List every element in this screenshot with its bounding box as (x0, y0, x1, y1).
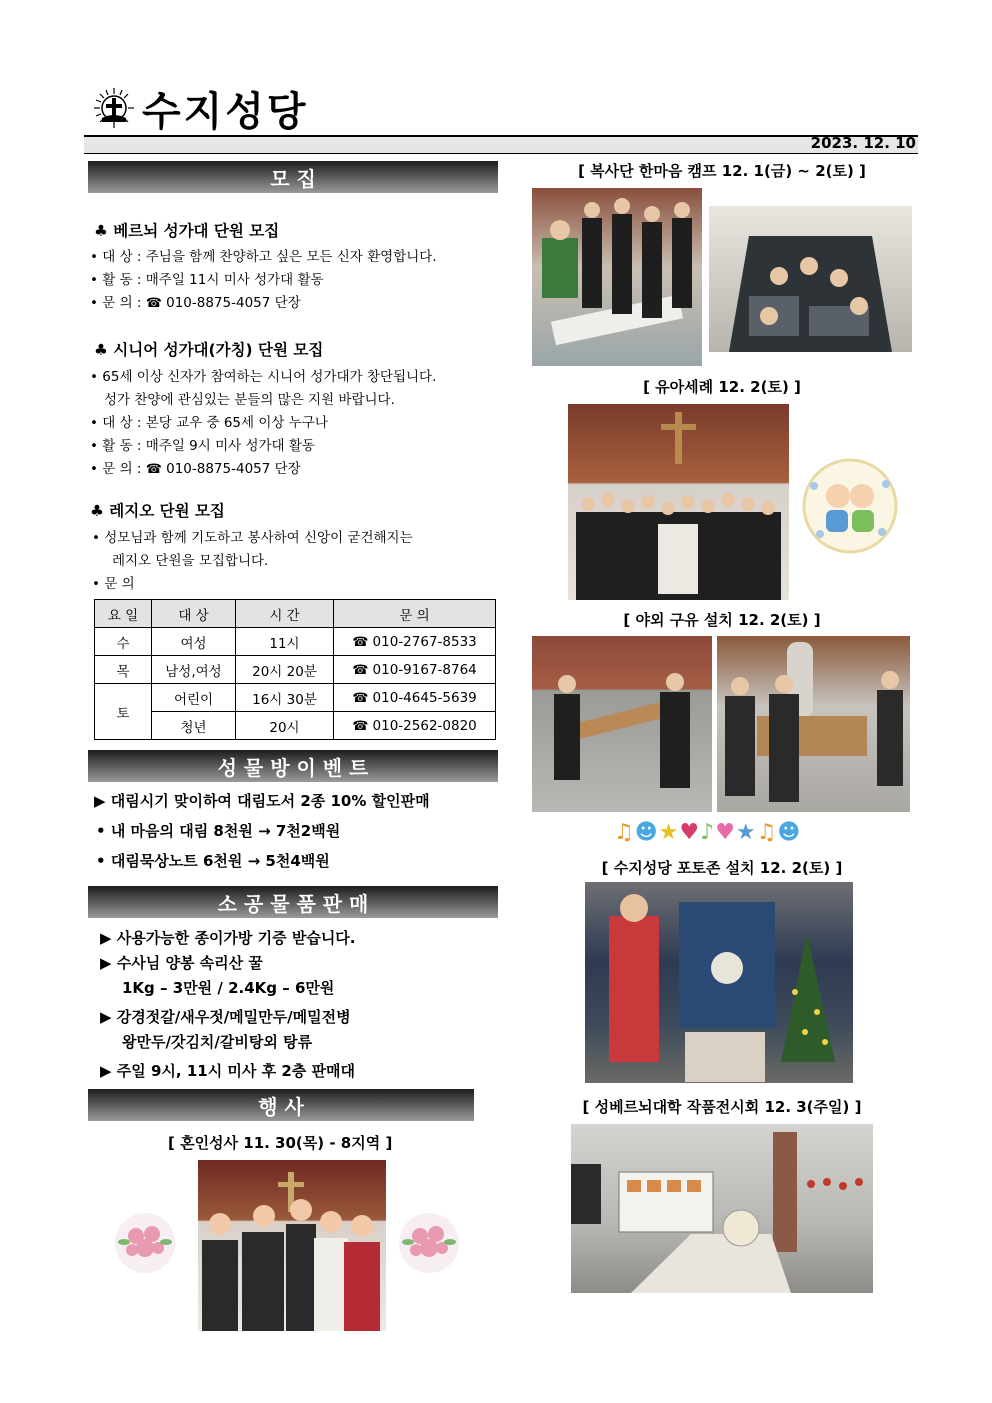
church-cross-icon (92, 86, 136, 130)
crib-install-photo-2 (717, 636, 910, 812)
wedding-photo (198, 1160, 386, 1331)
music-note-icon: ♫ (756, 820, 778, 845)
smile-icon: ☻ (777, 820, 802, 845)
masthead (92, 80, 309, 136)
legio-schedule-table (94, 599, 496, 740)
sale-list: ▶ 사용가능한 종이가방 기증 받습니다. ▶ 수사님 양봉 속리산 꿀 1Kg – 3만원 / 2.4Kg – 6만원 ▶ 강경젓갈/새우젓/메밀만두/메밀전병 왕만두/갓김치/갈비탕외 탕류 ▶ 주일 9시, 11시 미사 후 2층 판매대 (100, 929, 356, 1080)
table-row: 수 여성 11시 ☎ 010-2767-8533 (95, 628, 496, 656)
table-row: 청년 20시 ☎ 010-2562-0820 (95, 712, 496, 740)
shop-event-list: ▶ 대림시기 맞이하여 대림도서 2종 10% 할인판매 • 내 마음의 대림 8천원 → 7천2백원 • 대림묵상노트 6천원 → 5천4백원 (94, 792, 430, 870)
exhibit-caption: [ 성베르뇌대학 작품전시회 12. 3(주일) ] (582, 1098, 862, 1116)
baptism-photo (568, 404, 789, 600)
events-bar: 행 사 (88, 1089, 474, 1121)
parish-title: 수지성당 (142, 88, 309, 135)
decorative-emoji-row (614, 818, 801, 848)
section-title: ♣ 레지오 단원 모집 (90, 502, 225, 520)
baptism-illustration (800, 456, 900, 556)
flower-bouquet-icon (396, 1210, 462, 1276)
stove-caption: [ 야외 구유 설치 12. 2(토) ] (623, 611, 821, 629)
section-title: ♣ 베르뇌 성가대 단원 모집 (94, 222, 280, 240)
recruit-legio-lines: • 성모님과 함께 기도하고 봉사하여 신앙이 굳건해지는 레지오 단원을 모집합니다. • 문 의 (92, 530, 413, 592)
section-title: ♣ 시니어 성가대(가칭) 단원 모집 (94, 341, 324, 359)
music-note-icon: ♪ (700, 820, 716, 845)
star-icon: ★ (735, 820, 757, 845)
photozone-photo (585, 882, 853, 1083)
music-note-icon: ♫ (614, 820, 635, 845)
crib-install-photo-1 (532, 636, 712, 812)
header-rule (84, 135, 918, 154)
shop-event-bar: 성 물 방 이 벤 트 (88, 750, 498, 782)
club-icon: ♣ (94, 341, 114, 359)
recruit-bar: 모 집 (88, 161, 498, 193)
heart-icon: ♥ (715, 820, 736, 845)
issue-date: 2023. 12. 10 (810, 134, 916, 152)
club-icon: ♣ (94, 222, 114, 240)
recruit-choir-lines: • 대 상 : 주님을 함께 찬양하고 싶은 모든 신자 환영합니다. • 활 동 : 매주일 11시 미사 성가대 활동 • 문 의 : ☎ 010-8875-4057 단장 (90, 246, 437, 315)
photozone-caption: [ 수지성당 포토존 설치 12. 2(토) ] (601, 859, 843, 877)
flower-bouquet-icon (112, 1210, 178, 1276)
exhibit-photo (571, 1124, 873, 1293)
star-icon: ★ (658, 820, 680, 845)
camp-photo-2 (709, 206, 912, 352)
smile-icon: ☻ (634, 820, 659, 845)
camp-caption: [ 복사단 한마음 캠프 12. 1(금) ~ 2(토) ] (578, 162, 866, 180)
heart-icon: ♥ (679, 820, 701, 845)
phone-icon-text: ☎ 010-8875-4057 단장 (146, 295, 301, 311)
table-row: 토 어린이 16시 30분 ☎ 010-4645-5639 (95, 684, 496, 712)
club-icon: ♣ (90, 502, 110, 520)
camp-photo-1 (532, 188, 702, 366)
baptism-caption: [ 유아세례 12. 2(토) ] (643, 378, 801, 396)
table-header-row: 요 일 대 상 시 간 문 의 (95, 600, 496, 628)
recruit-senior-lines: • 65세 이상 신자가 참여하는 시니어 성가대가 창단됩니다. 성가 찬양에 관심있는 분들의 많은 지원 바랍니다. • 대 상 : 본당 교우 중 65세 이상 누구나 • 활 동 : 매주일 9시 미사 성가대 활동 • 문 의 : ☎ 010-8875-4057 단장 (90, 366, 436, 481)
table-row: 목 남성,여성 20시 20분 ☎ 010-9167-8764 (95, 656, 496, 684)
wedding-caption: [ 혼인성사 11. 30(목) - 8지역 ] (168, 1134, 393, 1152)
sale-bar: 소 공 물 품 판 매 (88, 886, 498, 918)
